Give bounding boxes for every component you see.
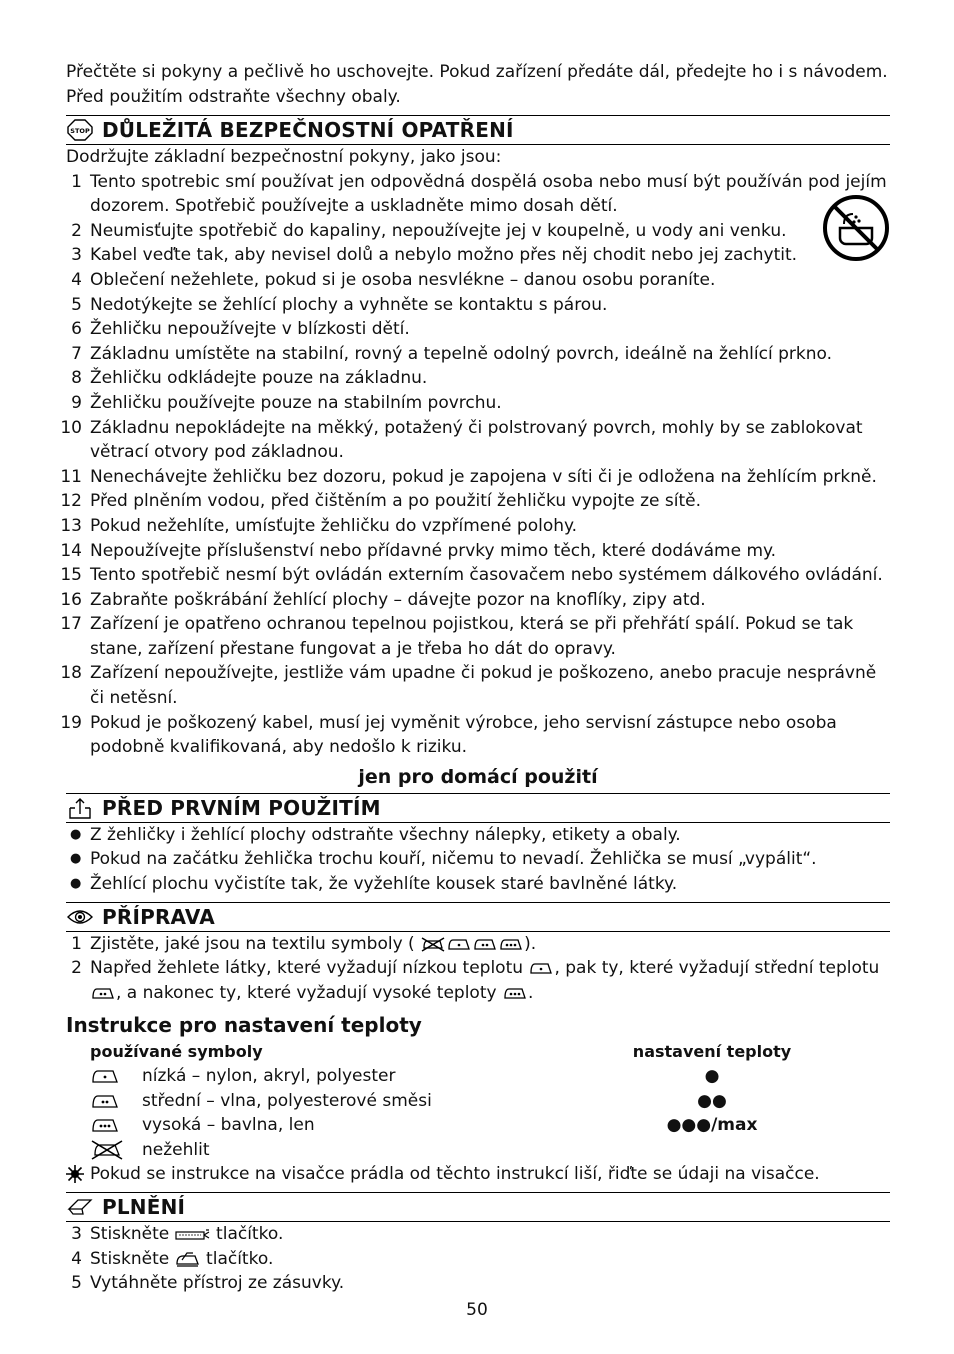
item-text: Nenechávejte žehličku bez dozoru, pokud je zapojena v síti či je odložena na žehlícím prkně. [90, 466, 877, 487]
item-text: Zařízení je opatřeno ochranou tepelnou pojistkou, která se při přehřátí spálí. Pokud se tak stane, zařízení přestane fungovat a je třeba ho dát do opravy. [90, 614, 854, 659]
list-item [60, 711, 890, 760]
item-text: Zařízení nepoužívejte, jestliže vám upadne či pokud je poškozeno, anebo pracuje nesprávně či netěsní. [90, 663, 877, 709]
item-text: Kabel veďte tak, aby nevisel dolů a nebylo možno přes něj chodit nebo jej zachytit. [90, 245, 798, 266]
item-number: 1 [71, 171, 82, 192]
item-text: Žehličku používejte pouze na stabilním povrchu. [90, 392, 502, 413]
before-first-use-list [66, 823, 890, 897]
list-item: 2 Napřed žehlete látky, které vyžadují nízkou teplotu , pak ty, které vyžadují střední teplotu , a nakonec ty, které vyžadují vysoké teploty . [71, 958, 880, 1003]
list-item [66, 293, 890, 318]
iron-two-dots-icon [472, 936, 498, 952]
item-number: 15 [60, 565, 82, 586]
item-text: Pokud je poškozený kabel, musí jej vyměnit výrobce, jeho servisní zástupce nebo osoba podobně kvalifikovaná, aby nedošlo k riziku. [90, 712, 837, 758]
before-first-use-title: PŘED PRVNÍM POUŽITÍM [102, 795, 381, 820]
release-button-icon [175, 1251, 201, 1267]
iron-three-dots-icon [502, 985, 528, 1001]
list-item [60, 539, 890, 564]
item-number: 12 [60, 491, 82, 512]
list-item [60, 416, 890, 465]
list-item [66, 342, 890, 367]
item-text: Základnu umístěte na stabilní, rovný a tepelně odolný povrch, ideálně na žehlící prkno. [90, 343, 832, 364]
table-row: vysoká – bavlna, len ●●●/max [90, 1113, 890, 1138]
item-number: 10 [60, 417, 82, 438]
table-row: střední – vlna, polyesterové směsi ●● [90, 1089, 890, 1114]
domestic-use-note: jen pro domácí použití [358, 765, 598, 788]
item-text: Žehličku nepoužívejte v blízkosti dětí. [90, 319, 410, 340]
safety-list-wrap [60, 170, 890, 760]
item-number: 9 [71, 392, 82, 413]
item-text: Neumisťujte spotřebič do kapaliny, nepoužívejte jej v koupelně, u vody ani venku. [90, 220, 787, 241]
item-number: 11 [60, 466, 82, 487]
item-text: Tento spotrebic smí používat jen odpovědná dospělá osoba nebo musí být používán pod jejím dozorem. Spotřebič používejte a uskladněte mimo dosah dětí. [90, 171, 887, 217]
item-number: 16 [60, 589, 82, 610]
filling-title: PLNĚNÍ [102, 1194, 186, 1219]
list-item [60, 514, 890, 539]
list-item [66, 317, 890, 342]
svg-text:STOP: STOP [70, 127, 90, 135]
manual-page [60, 60, 890, 1296]
list-item [60, 612, 890, 661]
label-note: Pokud se instrukce na visačce prádla od těchto instrukcí liší, řiďte se údaji na visačce. [66, 1162, 890, 1187]
list-item [66, 268, 890, 293]
list-item: 5 Vytáhněte přístroj ze zásuvky. [71, 1273, 345, 1294]
list-item [66, 219, 890, 244]
item-number: 18 [60, 663, 82, 684]
before-first-use-heading [66, 793, 890, 823]
list-item [66, 366, 890, 391]
iron-one-dot-icon [90, 1067, 142, 1085]
table-header [90, 1039, 890, 1064]
item-text: Základnu nepokládejte na měkký, potažený či polstrovaný povrch, mohly by se zablokovat větrací otvory pod základnou. [90, 417, 863, 463]
item-number: 14 [60, 540, 82, 561]
iron-one-dot-icon [528, 960, 554, 976]
item-number: 8 [71, 368, 82, 389]
safety-heading [66, 115, 890, 145]
list-item [66, 170, 890, 219]
item-text: Nepoužívejte příslušenství nebo přídavné prvky mimo těch, které dodáváme my. [90, 540, 777, 561]
item-number: 2 [71, 220, 82, 241]
item-text: Žehličku odkládejte pouze na základnu. [90, 368, 428, 389]
item-number: 7 [71, 343, 82, 364]
list-item [66, 391, 890, 416]
item-number: 19 [60, 712, 82, 733]
filling-icon [66, 1195, 94, 1219]
iron-two-dots-icon [90, 985, 116, 1001]
preparation-title: PŘÍPRAVA [102, 904, 215, 929]
iron-crossed-icon [90, 1140, 142, 1160]
list-item [60, 661, 890, 710]
list-item [60, 489, 890, 514]
item-number: 3 [71, 245, 82, 266]
safety-lead: Dodržujte základní bezpečnostní pokyny, jako jsou: [66, 147, 502, 167]
list-item: 4 Stiskněte tlačítko. [71, 1248, 274, 1269]
temperature-table [90, 1039, 890, 1162]
intro-text [66, 60, 890, 110]
intro-line-1: Přečtěte si pokyny a pečlivě ho uschovejte. Pokud zařízení předáte dál, předejte ho i s návodem. [66, 62, 888, 82]
no-bath-icon [822, 194, 890, 267]
column-header-setting: nastavení teploty [632, 1042, 792, 1062]
table-row: nízká – nylon, akryl, polyester ● [90, 1064, 890, 1089]
list-item: 1 Zjistěte, jaké jsou na textilu symboly ( ). [71, 933, 537, 954]
sun-icon [66, 1165, 84, 1191]
item-text: Nedotýkejte se žehlící plochy a vyhněte se kontaktu s párou. [90, 294, 608, 315]
iron-three-dots-icon [90, 1116, 142, 1134]
iron-two-dots-icon [90, 1092, 142, 1110]
preparation-heading [66, 902, 890, 932]
item-text: Před plněním vodou, před čištěním a po použití žehličku vypojte ze sítě. [90, 491, 701, 512]
stop-icon [66, 118, 94, 142]
page-number: 50 [466, 1300, 488, 1320]
temperature-heading: Instrukce pro nastavení teploty [66, 1013, 422, 1038]
item-number: 17 [60, 614, 82, 635]
list-item [60, 588, 890, 613]
item-number: 13 [60, 515, 82, 536]
eye-icon [66, 905, 94, 929]
item-text: Zabraňte poškrábání žehlící plochy – dávejte pozor na knoflíky, zipy atd. [90, 589, 706, 610]
list-item [60, 465, 890, 490]
intro-line-2: Před použitím odstraňte všechny obaly. [66, 87, 401, 107]
list-item: ● Žehlící plochu vyčistíte tak, že vyžehlíte kousek staré bavlněné látky. [66, 872, 890, 897]
iron-three-dots-icon [498, 936, 524, 952]
item-number: 5 [71, 294, 82, 315]
item-number: 4 [71, 269, 82, 290]
safety-title: DŮLEŽITÁ BEZPEČNOSTNÍ OPATŘENÍ [102, 118, 514, 142]
item-text: Tento spotřebič nesmí být ovládán externím časovačem nebo systémem dálkového ovládání. [90, 565, 883, 586]
steam-button-icon [175, 1228, 211, 1242]
filling-heading [66, 1192, 890, 1222]
preparation-list [66, 932, 890, 1006]
unpack-icon [66, 796, 94, 820]
list-item [60, 563, 890, 588]
column-header-symbols: používané symboly [90, 1042, 263, 1062]
item-number: 6 [71, 319, 82, 340]
iron-one-dot-icon [446, 936, 472, 952]
item-text: Pokud nežehlíte, umísťujte žehličku do vzpřímené polohy. [90, 515, 578, 536]
list-item: ● Z žehličky i žehlící plochy odstraňte všechny nálepky, etikety a obaly. [66, 823, 890, 848]
iron-crossed-icon [420, 936, 446, 952]
list-item: ● Pokud na začátku žehlička trochu kouří, ničemu to nevadí. Žehlička se musí „vypálit“. [66, 847, 890, 872]
table-row: nežehlit [90, 1138, 890, 1163]
safety-list [60, 170, 890, 760]
item-text: Oblečení nežehlete, pokud si je osoba nesvlékne – danou osobu poraníte. [90, 269, 716, 290]
filling-list [66, 1222, 890, 1296]
list-item [66, 243, 890, 268]
list-item: 3 Stiskněte tlačítko. [71, 1223, 284, 1244]
